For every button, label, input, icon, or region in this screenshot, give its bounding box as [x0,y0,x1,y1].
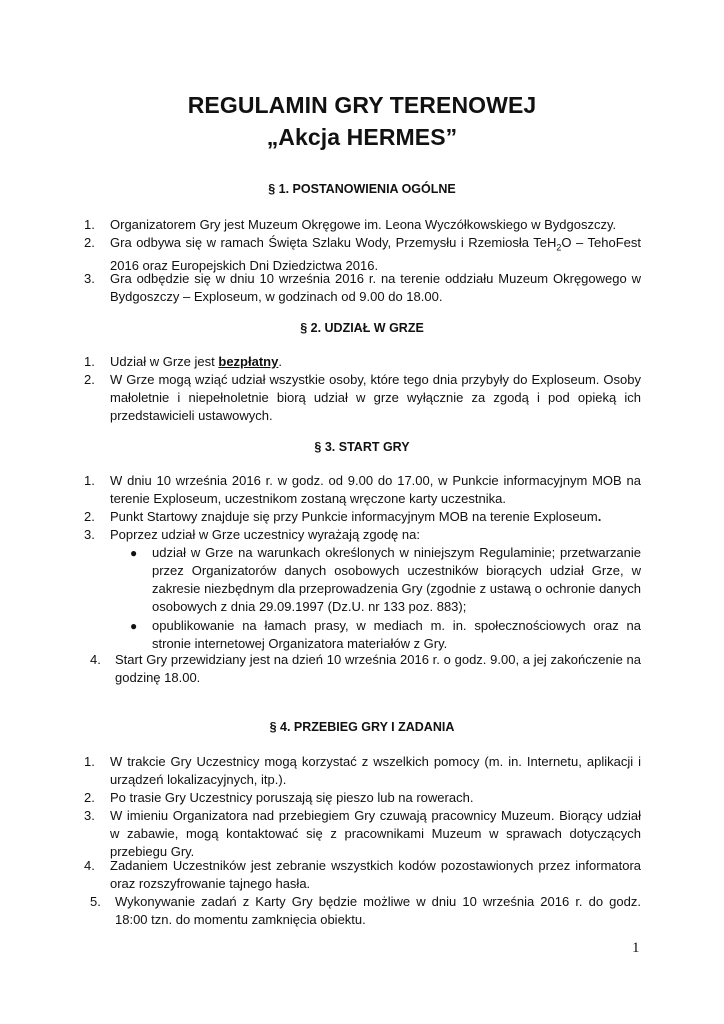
item-number: 3. [84,271,95,286]
item-text-part: . [278,354,282,369]
item-text: Start Gry przewidziany jest na dzień 10 września 2016 r. o godz. 9.00, a jej zakończenie na godzinę 18.00. [115,652,641,685]
section-1-heading: § 1. POSTANOWIENIA OGÓLNE [268,182,456,196]
item-text [110,508,641,526]
item-text: W Grze mogą wziąć udział wszystkie osoby, które tego dnia przybyły do Exploseum. Osoby małoletnie i niepełnoletnie biorą udział w grze wyłącznie za zgodą i pod opieką ich przedstawicieli ustawowych. [110,372,641,423]
item-text [110,353,641,371]
list-item [84,234,641,275]
document-title: REGULAMIN GRY TERENOWEJ [187,92,537,118]
item-number: 1. [84,354,95,369]
bullet-text: opublikowanie na łamach prasy, w mediach m. in. społecznościowych oraz na stronie internetowej Organizatora materiałów z Gry. [152,618,641,651]
page-number: 1 [632,940,640,956]
bullet-item [130,544,641,616]
document-subtitle: „Akcja HERMES” [266,124,458,150]
item-text-part: Punkt Startowy znajduje się przy Punkcie informacyjnym MOB na terenie Exploseum [110,509,598,524]
item-text-part: O – TehoFest 2016 oraz Europejskich Dni Dziedzictwa 2016. [110,235,641,273]
bold-period: . [597,509,602,524]
item-text: Wykonywanie zadań z Karty Gry będzie możliwe w dniu 10 września 2016 r. do godz. 18:00 tzn. do momentu zamknięcia obiektu. [115,894,641,927]
item-text: W dniu 10 września 2016 r. w godz. od 9.00 do 17.00, w Punkcie informacyjnym MOB na terenie Exploseum, uczestnikom zostaną wręczone karty uczestnika. [110,473,641,506]
item-number: 2. [84,790,95,805]
bullet-icon: ● [130,546,138,560]
item-text-part: Gra odbywa się w ramach Święta Szlaku Wody, Przemysłu i Rzemiosła TeH [110,235,557,250]
list-item [84,353,641,371]
item-number: 1. [84,754,95,769]
bullet-text: udział w Grze na warunkach określonych w niniejszym Regulaminie; przetwarzanie przez Organizatorów danych osobowych uczestników biorących udział Grze, w zakresie niezbędnym dla przeprowadzenia Gry (zgodnie z ustawą o ochronie danych osobowych z dnia 29.09.1997 (Dz.U. nr 133 poz. 883); [152,545,641,614]
list-item [84,789,641,807]
item-text: Poprzez udział w Grze uczestnicy wyrażają zgodę na: [110,527,420,542]
list-item [84,753,641,789]
list-item [84,371,641,425]
subscript: 2 [556,242,562,253]
emphasis-text: bezpłatny [218,354,279,369]
item-number: 5. [90,894,101,909]
list-item [84,893,641,929]
item-number: 4. [84,858,95,873]
item-text: Gra odbędzie się w dniu 10 września 2016 r. na terenie oddziału Muzeum Okręgowego w Bydgoszczy – Exploseum, w godzinach od 9.00 do 18.00. [110,271,641,304]
list-item [84,857,641,893]
list-item [84,526,641,544]
bullet-icon: ● [130,619,138,633]
item-number: 3. [84,527,95,542]
list-item [84,508,641,526]
item-text-part: Udział w Grze jest [110,354,219,369]
section-4-heading: § 4. PRZEBIEG GRY I ZADANIA [269,720,455,734]
item-text [110,234,641,275]
list-item [84,216,641,234]
item-number: 1. [84,473,95,488]
item-text: W trakcie Gry Uczestnicy mogą korzystać z wszelkich pomocy (m. in. Internetu, aplikacji i urządzeń lokalizacyjnych, itp.). [110,754,641,787]
item-number: 4. [90,652,101,667]
section-3-heading: § 3. START GRY [314,440,410,454]
section-2-heading: § 2. UDZIAŁ W GRZE [300,321,424,335]
list-item [84,807,641,861]
item-text: Organizatorem Gry jest Muzeum Okręgowe im. Leona Wyczółkowskiego w Bydgoszczy. [110,217,617,232]
item-number: 2. [84,235,95,250]
list-item [84,270,641,306]
bullet-item [130,617,641,653]
item-number: 1. [84,217,95,232]
item-number: 2. [84,372,95,387]
list-item [84,472,641,508]
item-number: 3. [84,808,95,823]
item-text: W imieniu Organizatora nad przebiegiem Gry czuwają pracownicy Muzeum. Biorący udział w zabawie, mogą kontaktować się z pracownikami Muzeum w sprawach dotyczących przebiegu Gry. [110,808,641,859]
item-text: Zadaniem Uczestników jest zebranie wszystkich kodów pozostawionych przez informatora oraz rozszyfrowanie tajnego hasła. [110,858,641,891]
item-text: Po trasie Gry Uczestnicy poruszają się pieszo lub na rowerach. [110,790,474,805]
list-item [84,651,641,687]
item-number: 2. [84,509,95,524]
